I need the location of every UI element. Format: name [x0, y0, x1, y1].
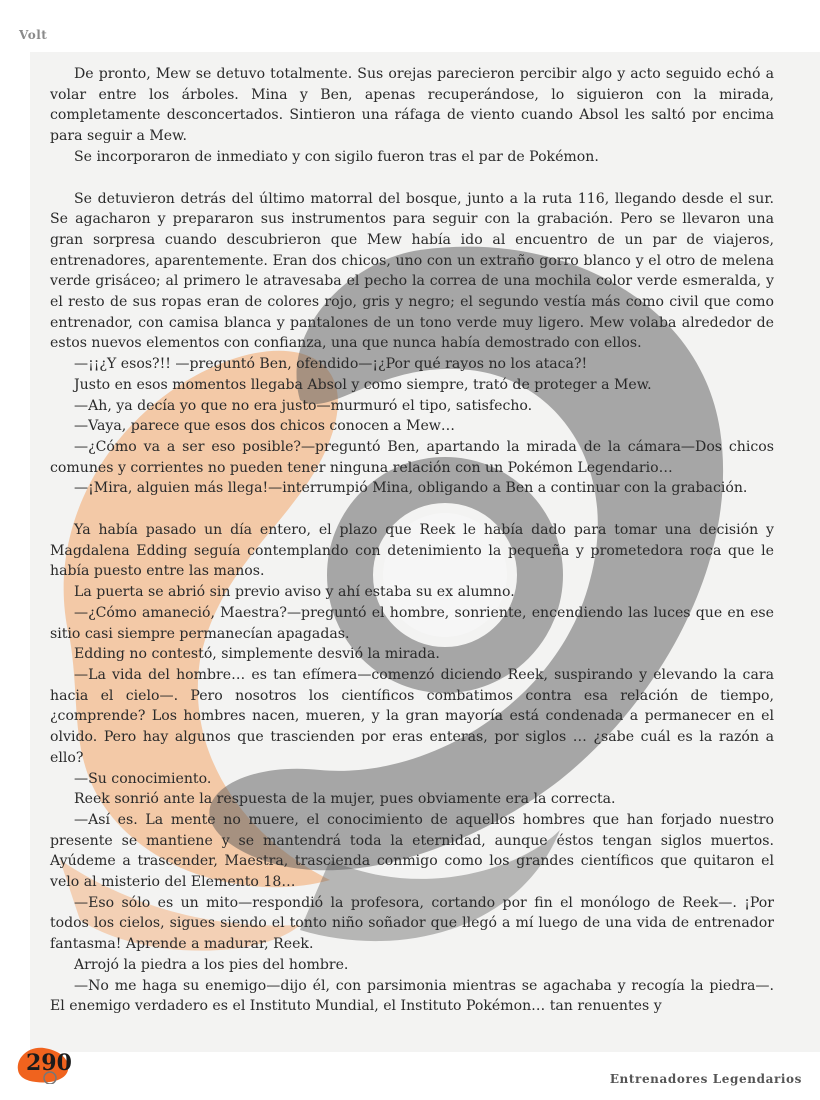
paragraph: —Vaya, parece que esos dos chicos conocen a Mew…	[74, 418, 455, 435]
paragraph: —Eso sólo es un mito—respondió la profesora, cortando por fin el monólogo de Reek—. ¡Por todos los cielos, sigues siendo el tonto niño soñador que llegó a mí luego de una vida de entrenador fantasma! Aprende a madurar, Reek.	[50, 894, 774, 953]
paragraph: La puerta se abrió sin previo aviso y ahí estaba su ex alumno.	[74, 584, 515, 601]
paragraph: —Así es. La mente no muere, el conocimiento de aquellos hombres que han forjado nuestro presente se mantiene y se mantendrá toda la eternidad, aunque éstos tengan siglos muertos. Ayúdeme a trascender, Maestra, trascienda conmigo como los grandes científicos que quitaron el velo al misterio del Elemento 18…	[50, 811, 774, 891]
paragraph: —La vida del hombre… es tan efímera—comenzó diciendo Reek, suspirando y elevando la cara hacia el cielo—. Pero nosotros los científicos combatimos contra esa relación de tiempo, ¿comprende? Los hombres nacen, mueren, y la gran mayoría está condenada a permanecer en el olvido. Pero hay algunos que trascienden por eras enteras, por siglos … ¿sabe cuál es la razón a ello?	[50, 666, 774, 766]
paragraph: —Su conocimiento.	[74, 770, 212, 787]
paragraph: Reek sonrió ante la respuesta de la mujer, pues obviamente era la correcta.	[74, 791, 616, 808]
paragraph: —Ah, ya decía yo que no era justo—murmuró el tipo, satisfecho.	[74, 397, 533, 414]
page-number: 290	[26, 1050, 72, 1076]
paragraph-gap	[50, 168, 774, 189]
paragraph: —No me haga su enemigo—dijo él, con parsimonia mientras se agachaba y recogía la piedra—. El enemigo verdadero es el Instituto Mundial, el Instituto Pokémon… tan renuentes y	[50, 977, 774, 1015]
paragraph: —¡¡¿Y esos?!! —preguntó Ben, ofendido—¡¿Por qué rayos no los ataca?!	[74, 356, 588, 373]
paragraph: —¿Cómo va a ser eso posible?—preguntó Ben, apartando la mirada de la cámara—Dos chicos comunes y corrientes no pueden tener ninguna relación con un Pokémon Legendario…	[50, 438, 774, 476]
footer-book-title: Entrenadores Legendarios	[609, 1072, 802, 1086]
paragraph: Arrojó la piedra a los pies del hombre.	[74, 956, 349, 973]
paragraph: De pronto, Mew se detuvo totalmente. Sus orejas parecieron percibir algo y acto seguido echó a volar entre los árboles. Mina y Ben, apenas recuperándose, lo siguieron con la mirada, completamente desconcertados. Sintieron una ráfaga de viento cuando Absol les saltó por encima para seguir a Mew.	[50, 66, 774, 145]
paragraph: —¡Mira, alguien más llega!—interrumpió Mina, obligando a Ben a continuar con la grabación.	[74, 480, 748, 497]
page-header: Volt	[19, 28, 48, 42]
page-number-badge	[14, 1040, 74, 1084]
paragraph: —¿Cómo amaneció, Maestra?—preguntó el hombre, sonriente, encendiendo las luces que en ese sitio casi siempre permanecían apagadas.	[50, 604, 774, 642]
paragraph: Ya había pasado un día entero, el plazo que Reek le había dado para tomar una decisión y Magdalena Edding seguía contemplando con detenimiento la pequeña y prometedora roca que le había puesto entre las manos.	[50, 522, 774, 580]
body-text	[50, 64, 774, 1017]
paragraph-gap	[50, 499, 774, 520]
paragraph: Se incorporaron de inmediato y con sigilo fueron tras el par de Pokémon.	[74, 148, 599, 165]
paragraph: Edding no contestó, simplemente desvió la mirada.	[74, 646, 440, 663]
paragraph: Se detuvieron detrás del último matorral del bosque, junto a la ruta 116, llegando desde el sur. Se agacharon y prepararon sus instrumentos para seguir con la grabación. Pero se llevaron una gran sorpresa cuando descubrieron que Mew había ido al encuentro de un par de viajeros, entrenadores, aparentemente. Eran dos chicos, uno con un extraño gorro blanco y el otro de melena verde grisáceo; al primero le atravesaba el pecho la correa de una mochila color verde esmeralda, y el resto de sus ropas eran de colores rojo, gris y negro; el segundo vestía más como civil que como entrenador, con camisa blanca y pantalones de un tono verde muy ligero. Mew volaba alrededor de estos nuevos elementos con confianza, una que nunca había demostrado con ellos.	[50, 190, 774, 352]
paragraph: Justo en esos momentos llegaba Absol y como siempre, trató de proteger a Mew.	[74, 376, 652, 393]
